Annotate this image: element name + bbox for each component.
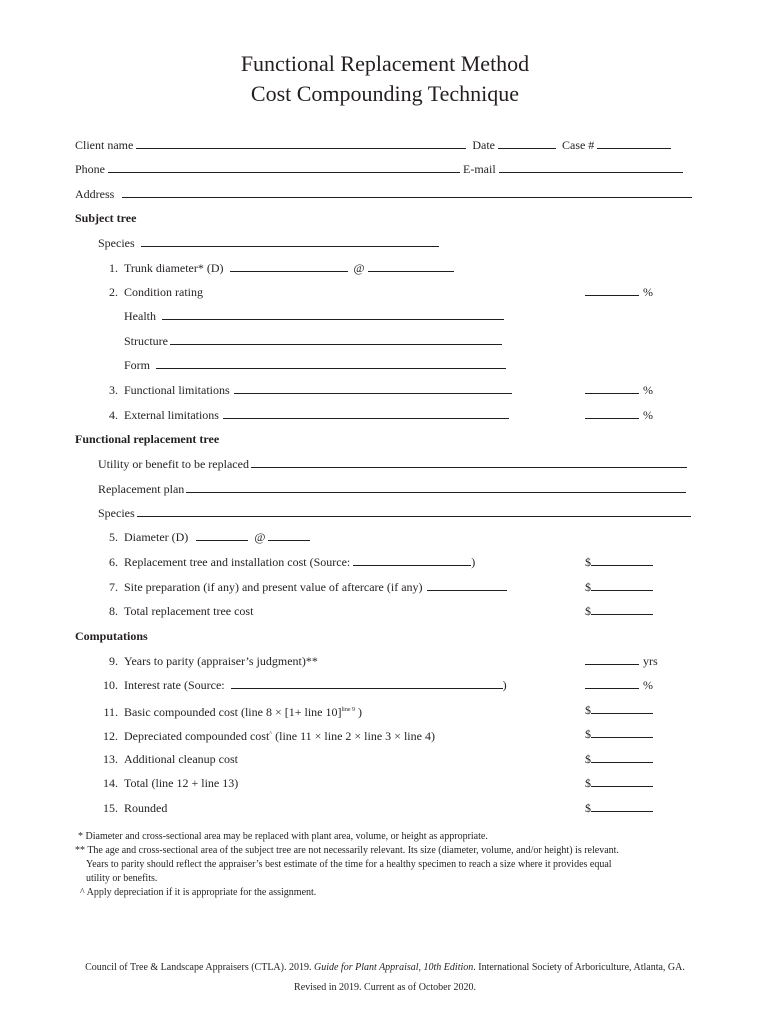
health-field[interactable] xyxy=(162,308,504,320)
dollar-sign: $ xyxy=(585,580,591,594)
depreciated-compounded-cost-field[interactable] xyxy=(591,726,653,738)
dollar-sign: $ xyxy=(585,776,591,790)
interest-source-field[interactable] xyxy=(231,677,503,689)
date-field[interactable] xyxy=(498,137,556,149)
line-10-label: Interest rate (Source: xyxy=(124,678,225,692)
line-12-number: 12. xyxy=(103,729,118,743)
line-12-label-end: (line 11 × line 2 × line 3 × line 4) xyxy=(272,729,435,743)
line-6-label: Replacement tree and installation cost (Source: xyxy=(124,555,351,569)
interest-rate-field[interactable] xyxy=(585,677,639,689)
external-limitations-field[interactable] xyxy=(223,407,509,419)
line-4-row xyxy=(98,407,512,423)
line-6-row xyxy=(98,554,475,570)
functional-limitations-field[interactable] xyxy=(234,382,512,394)
citation-authors: Council of Tree & Landscape Appraisers (CTLA). 2019. xyxy=(85,962,312,973)
line-13-row xyxy=(98,751,238,767)
dollar-sign: $ xyxy=(585,727,591,741)
line-2-label: Condition rating xyxy=(124,285,203,299)
rounded-field[interactable] xyxy=(591,800,653,812)
address-field[interactable] xyxy=(122,186,692,198)
subject-species-field[interactable] xyxy=(141,235,439,247)
client-name-field[interactable] xyxy=(136,137,466,149)
at-symbol: @ xyxy=(254,530,266,544)
line-9-label: Years to parity (appraiser’s judgment)** xyxy=(124,654,318,668)
case-number-field[interactable] xyxy=(597,137,671,149)
line-11-answer xyxy=(585,702,653,718)
line-12-marker: ^ xyxy=(269,731,273,737)
condition-rating-answer xyxy=(585,284,653,300)
line-8-label: Total replacement tree cost xyxy=(124,604,254,618)
line-13-label: Additional cleanup cost xyxy=(124,752,238,766)
form-field[interactable] xyxy=(156,357,506,369)
trunk-diameter-height-field[interactable] xyxy=(368,260,454,272)
functional-limitations-answer xyxy=(585,382,653,398)
line-5-row xyxy=(98,529,313,545)
address-label: Address xyxy=(75,187,115,201)
cleanup-cost-field[interactable] xyxy=(591,751,653,763)
line-8-answer xyxy=(585,603,653,619)
footnote-3: ^ Apply depreciation if it is appropriate for the assignment. xyxy=(80,887,317,898)
cost-source-field[interactable] xyxy=(353,554,471,566)
line-12-row xyxy=(98,726,435,744)
client-row xyxy=(75,137,674,153)
line-4-number: 4. xyxy=(109,408,118,422)
health-label: Health xyxy=(124,309,156,323)
replacement-diameter-field[interactable] xyxy=(196,529,248,541)
functional-replacement-tree-heading: Functional replacement tree xyxy=(75,432,220,446)
site-prep-cost-field[interactable] xyxy=(591,579,653,591)
line-10-answer xyxy=(585,677,653,693)
years-to-parity-field[interactable] xyxy=(585,653,639,665)
percent-sign: % xyxy=(643,285,653,299)
utility-field[interactable] xyxy=(251,456,687,468)
client-name-label: Client name xyxy=(75,138,134,152)
line-12-label: Depreciated compounded cost xyxy=(124,729,270,743)
line-7-row xyxy=(98,579,510,595)
close-paren: ) xyxy=(471,555,476,569)
years-unit: yrs xyxy=(643,654,658,668)
line-5-label: Diameter (D) xyxy=(124,530,189,544)
structure-row xyxy=(124,333,505,349)
citation-title: Guide for Plant Appraisal, 10th Edition xyxy=(313,962,474,973)
external-limitations-percent-field[interactable] xyxy=(585,407,639,419)
replacement-species-label: Species xyxy=(98,506,135,520)
utility-row xyxy=(98,456,690,472)
basic-compounded-cost-field[interactable] xyxy=(591,702,653,714)
line-2-row xyxy=(98,284,203,300)
phone-field[interactable] xyxy=(108,161,460,173)
close-paren: ) xyxy=(502,678,507,692)
footnote-2-cont: Years to parity should reflect the appraiser’s best estimate of the time for a healthy specimen to reach a size where it provides equal xyxy=(86,859,612,870)
health-row xyxy=(124,308,507,324)
computations-heading: Computations xyxy=(75,629,148,643)
line-3-number: 3. xyxy=(109,383,118,397)
line-7-number: 7. xyxy=(109,580,118,594)
line-7-answer xyxy=(585,579,653,595)
line-11-label-end: ) xyxy=(355,705,362,719)
dollar-sign: $ xyxy=(585,555,591,569)
line-11-number: 11. xyxy=(103,705,118,719)
line-1-row xyxy=(98,260,457,276)
line-5-number: 5. xyxy=(109,530,118,544)
line-13-answer xyxy=(585,751,653,767)
line-3-label: Functional limitations xyxy=(124,383,230,397)
form-row xyxy=(124,357,509,373)
subject-species-label: Species xyxy=(98,236,135,250)
dollar-sign: $ xyxy=(585,604,591,618)
total-replacement-cost-field[interactable] xyxy=(591,603,653,615)
replacement-cost-field[interactable] xyxy=(591,554,653,566)
line-8-number: 8. xyxy=(109,604,118,618)
citation-publisher: . International Society of Arboriculture, Atlanta, GA. xyxy=(473,962,685,973)
at-symbol: @ xyxy=(353,261,365,275)
line-11-exponent: line 9 xyxy=(341,707,355,713)
condition-rating-field[interactable] xyxy=(585,284,639,296)
replacement-plan-field[interactable] xyxy=(186,481,686,493)
line-10-row xyxy=(98,677,507,693)
line-9-number: 9. xyxy=(109,654,118,668)
subject-species-row xyxy=(98,235,442,251)
footnote-2: ** The age and cross-sectional area of the subject tree are not necessarily relevant. Its size (diameter, volume, and/or height) is relevant. xyxy=(75,845,619,856)
subject-tree-heading: Subject tree xyxy=(75,211,137,225)
case-label: Case # xyxy=(561,138,595,152)
line-12-answer xyxy=(585,726,653,742)
line-13-number: 13. xyxy=(103,752,118,766)
footnote-1: * Diameter and cross-sectional area may be replaced with plant area, volume, or height as appropriate. xyxy=(78,831,488,842)
email-field[interactable] xyxy=(499,161,683,173)
revision-note: Revised in 2019. Current as of October 2020. xyxy=(294,982,476,993)
address-row xyxy=(75,186,695,202)
percent-sign: % xyxy=(643,383,653,397)
line-9-row xyxy=(98,653,318,669)
line-1-number: 1. xyxy=(109,261,118,275)
structure-field[interactable] xyxy=(170,333,502,345)
utility-label: Utility or benefit to be replaced xyxy=(98,457,249,471)
replacement-species-field[interactable] xyxy=(137,505,691,517)
line-15-answer xyxy=(585,800,653,816)
date-label: Date xyxy=(472,138,495,152)
line-11-label: Basic compounded cost (line 8 × [1+ line 10] xyxy=(124,705,342,719)
percent-sign: % xyxy=(643,678,653,692)
line-2-number: 2. xyxy=(109,285,118,299)
line-10-number: 10. xyxy=(103,678,118,692)
email-label: E-mail xyxy=(463,162,496,176)
phone-label: Phone xyxy=(75,162,105,176)
dollar-sign: $ xyxy=(585,801,591,815)
replacement-plan-row xyxy=(98,481,689,497)
phone-row xyxy=(75,161,686,177)
line-1-label: Trunk diameter* (D) xyxy=(124,261,224,275)
dollar-sign: $ xyxy=(585,703,591,717)
replacement-species-row xyxy=(98,505,694,521)
line-6-number: 6. xyxy=(109,555,118,569)
form-title-line-1: Functional Replacement Method xyxy=(240,51,530,76)
structure-label: Structure xyxy=(124,334,168,348)
line-9-answer xyxy=(585,653,658,669)
functional-limitations-percent-field[interactable] xyxy=(585,382,639,394)
line-15-label: Rounded xyxy=(124,801,168,815)
external-limitations-answer xyxy=(585,407,653,423)
line-7-label: Site preparation (if any) and present value of aftercare (if any) xyxy=(124,580,423,594)
line-14-label: Total (line 12 + line 13) xyxy=(124,776,239,790)
line-4-label: External limitations xyxy=(124,408,219,422)
line-14-answer xyxy=(585,775,653,791)
total-field[interactable] xyxy=(591,775,653,787)
percent-sign: % xyxy=(643,408,653,422)
form-label: Form xyxy=(124,358,151,372)
line-6-answer xyxy=(585,554,653,570)
citation xyxy=(0,961,770,975)
replacement-plan-label: Replacement plan xyxy=(98,482,185,496)
dollar-sign: $ xyxy=(585,752,591,766)
line-11-row xyxy=(98,702,362,720)
line-14-number: 14. xyxy=(103,776,118,790)
line-15-row xyxy=(98,800,167,816)
form-title-line-2: Cost Compounding Technique xyxy=(250,81,520,106)
line-8-row xyxy=(98,603,253,619)
line-3-row xyxy=(98,382,515,398)
footnote-2-end: utility or benefits. xyxy=(86,873,158,884)
line-14-row xyxy=(98,775,238,791)
line-15-number: 15. xyxy=(103,801,118,815)
trunk-diameter-field[interactable] xyxy=(230,260,348,272)
replacement-diameter-height-field[interactable] xyxy=(268,529,310,541)
site-prep-note-field[interactable] xyxy=(427,579,507,591)
